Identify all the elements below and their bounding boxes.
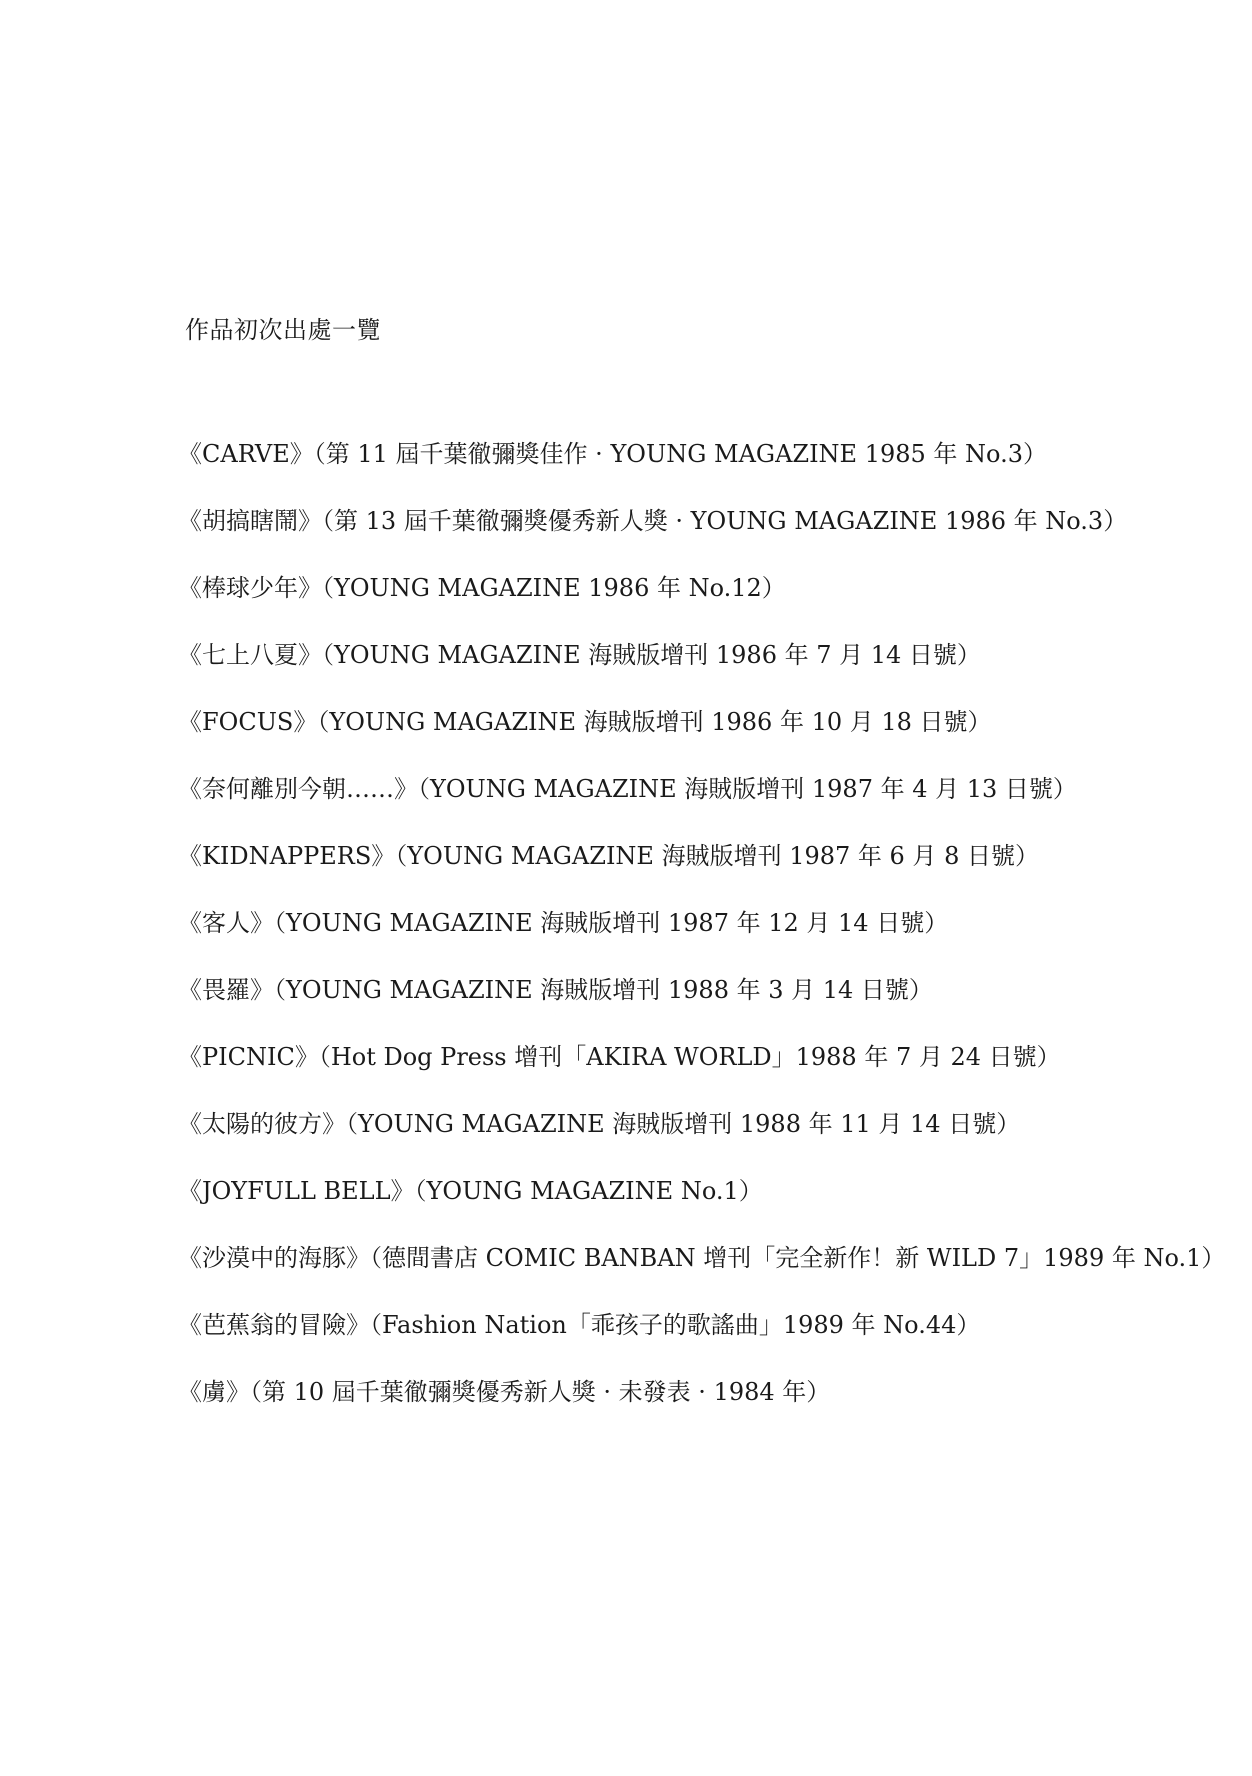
work-entry-baseball-boy: 《棒球少年》（YOUNG MAGAZINE 1986 年 No.12） [178, 574, 786, 602]
works-list [178, 435, 1225, 1440]
work-entry-hugaoxianao: 《胡搞瞎鬧》（第 13 屆千葉徹彌獎優秀新人獎 · YOUNG MAGAZINE 1986 年 No.3） [178, 507, 1128, 535]
work-entry-guest: 《客人》（YOUNG MAGAZINE 海賊版增刊 1987 年 12 月 14 日號） [178, 909, 949, 937]
work-entry-joyfull-bell: 《JOYFULL BELL》（YOUNG MAGAZINE No.1） [178, 1177, 763, 1205]
work-entry-basho-adventure: 《芭蕉翁的冒險》（Fashion Nation「乖孩子的歌謠曲」1989 年 No.44） [178, 1311, 981, 1339]
work-entry-weiluo: 《畏羅》（YOUNG MAGAZINE 海賊版增刊 1988 年 3 月 14 日號） [178, 976, 933, 1004]
work-entry-carve: 《CARVE》（第 11 屆千葉徹彌獎佳作 · YOUNG MAGAZINE 1985 年 No.3） [178, 440, 1047, 468]
work-entry-qishangbaxia: 《七上八夏》（YOUNG MAGAZINE 海賊版增刊 1986 年 7 月 14 日號） [178, 641, 981, 669]
page-title: 作品初次出處一覽 [185, 316, 381, 344]
work-entry-captive: 《虜》（第 10 屆千葉徹彌獎優秀新人獎 · 未發表 · 1984 年） [178, 1378, 831, 1406]
work-entry-focus: 《FOCUS》（YOUNG MAGAZINE 海賊版增刊 1986 年 10 月 18 日號） [178, 708, 992, 736]
work-entry-desert-dolphin: 《沙漠中的海豚》（德間書店 COMIC BANBAN 增刊「完全新作！新 WILD 7」1989 年 No.1） [178, 1244, 1226, 1272]
work-entry-farewell: 《奈何離別今朝……》（YOUNG MAGAZINE 海賊版增刊 1987 年 4 月 13 日號） [178, 775, 1077, 803]
work-entry-picnic: 《PICNIC》（Hot Dog Press 增刊「AKIRA WORLD」1988 年 7 月 24 日號） [178, 1043, 1061, 1071]
work-entry-beyond-the-sun: 《太陽的彼方》（YOUNG MAGAZINE 海賊版增刊 1988 年 11 月 14 日號） [178, 1110, 1021, 1138]
work-entry-kidnappers: 《KIDNAPPERS》（YOUNG MAGAZINE 海賊版增刊 1987 年 6 月 8 日號） [178, 842, 1039, 870]
